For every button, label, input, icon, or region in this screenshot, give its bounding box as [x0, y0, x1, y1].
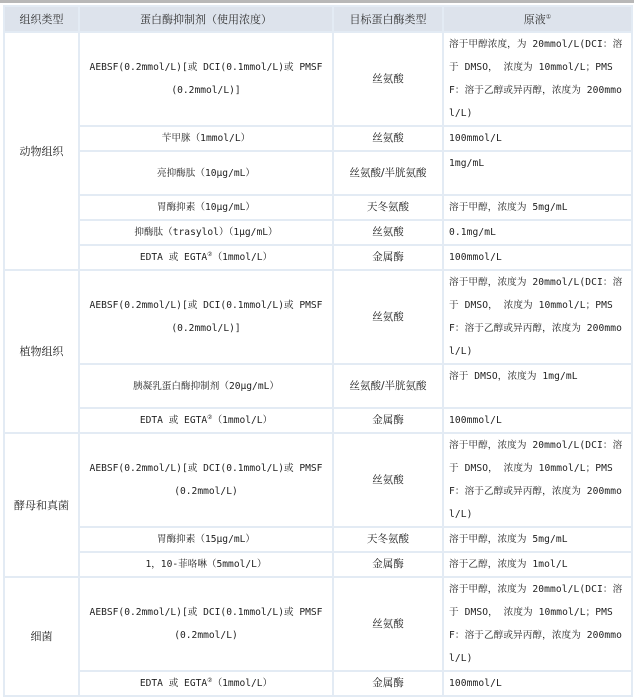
table-row [4, 195, 632, 220]
stock-cell: 0.1mg/mL [443, 220, 632, 245]
target-cell: 金属酶 [333, 671, 443, 696]
table-row [4, 527, 632, 552]
table-row [4, 151, 632, 195]
footnote-marker: ② [207, 676, 213, 684]
stock-cell: 溶于乙醇，浓度为 1mol/L [443, 552, 632, 577]
stock-cell: 溶于 DMSO，浓度为 1mg/mL [443, 364, 632, 408]
target-cell: 天冬氨酸 [333, 195, 443, 220]
protease-inhibitor-table [3, 5, 633, 697]
target-cell: 金属酶 [333, 408, 443, 433]
table-row [4, 364, 632, 408]
target-cell: 金属酶 [333, 245, 443, 270]
stock-cell: 100mmol/L [443, 126, 632, 151]
inhibitor-concentration: （1mmol/L） [212, 252, 273, 263]
target-cell: 丝氨酸/半胱氨酸 [333, 364, 443, 408]
top-divider [0, 0, 634, 3]
table-row [4, 270, 632, 364]
inhibitor-concentration: （1mmol/L） [212, 678, 273, 689]
inhibitor-cell: 胃酶抑素（15μg/mL） [79, 527, 333, 552]
table-row [4, 408, 632, 433]
stock-cell: 溶于甲醇，浓度为 20mmol/L(DCI：溶于 DMSO， 浓度为 10mmol/L；PMSF：溶于乙醇或异丙醇，浓度为 200mmol/L) [443, 270, 632, 364]
tissue-type-cell: 酵母和真菌 [4, 433, 79, 577]
inhibitor-cell [79, 408, 333, 433]
table-header-row [4, 6, 632, 32]
inhibitor-cell: AEBSF(0.2mmol/L)[或 DCI(0.1mmol/L)或 PMSF(0.2mmol/L)] [79, 32, 333, 126]
inhibitor-cell: 1，10-菲咯啉（5mmol/L） [79, 552, 333, 577]
header-tissue-type: 组织类型 [4, 6, 79, 32]
target-cell: 丝氨酸 [333, 577, 443, 671]
table-row [4, 220, 632, 245]
stock-cell: 溶于甲醇，浓度为 5mg/mL [443, 527, 632, 552]
inhibitor-cell [79, 671, 333, 696]
tissue-type-cell: 细菌 [4, 577, 79, 696]
tissue-type-cell: 植物组织 [4, 270, 79, 433]
header-stock [443, 6, 632, 32]
stock-cell: 溶于甲醇，浓度为 5mg/mL [443, 195, 632, 220]
header-target: 目标蛋白酶类型 [333, 6, 443, 32]
stock-cell: 1mg/mL [443, 151, 632, 195]
inhibitor-cell: 亮抑酶肽（10μg/mL） [79, 151, 333, 195]
target-cell: 丝氨酸 [333, 270, 443, 364]
table-row [4, 245, 632, 270]
header-inhibitor: 蛋白酶抑制剂（使用浓度） [79, 6, 333, 32]
table-row [4, 577, 632, 671]
stock-cell: 溶于甲醇浓度，为 20mmol/L(DCI：溶于 DMSO， 浓度为 10mmol/L；PMSF：溶于乙醇或异丙醇，浓度为 200mmol/L) [443, 32, 632, 126]
footnote-marker: ② [207, 413, 213, 421]
header-stock-label: 原液 [523, 12, 546, 26]
footnote-marker: ② [207, 250, 213, 258]
stock-cell: 溶于甲醇，浓度为 20mmol/L(DCI：溶于 DMSO， 浓度为 10mmol/L；PMSF：溶于乙醇或异丙醇，浓度为 200mmol/L) [443, 577, 632, 671]
inhibitor-cell: AEBSF(0.2mmol/L)[或 DCI(0.1mmol/L)或 PMSF(0.2mmol/L)] [79, 270, 333, 364]
target-cell: 丝氨酸 [333, 433, 443, 527]
target-cell: 丝氨酸 [333, 220, 443, 245]
inhibitor-cell: AEBSF(0.2mmol/L)[或 DCI(0.1mmol/L)或 PMSF(0.2mmol/L) [79, 433, 333, 527]
inhibitor-name: EDTA 或 EGTA [139, 415, 208, 426]
table-row [4, 433, 632, 527]
footnote-marker: ① [545, 12, 552, 20]
tissue-type-cell: 动物组织 [4, 32, 79, 270]
target-cell: 丝氨酸/半胱氨酸 [333, 151, 443, 195]
inhibitor-cell [79, 245, 333, 270]
inhibitor-cell: 胰凝乳蛋白酶抑制剂（20μg/mL） [79, 364, 333, 408]
table-row [4, 671, 632, 696]
target-cell: 丝氨酸 [333, 32, 443, 126]
inhibitor-name: EDTA 或 EGTA [139, 678, 208, 689]
stock-cell: 溶于甲醇，浓度为 20mmol/L(DCI：溶于 DMSO， 浓度为 10mmol/L；PMSF：溶于乙醇或异丙醇，浓度为 200mmol/L) [443, 433, 632, 527]
stock-cell: 100mmol/L [443, 408, 632, 433]
inhibitor-cell: 胃酶抑素（10μg/mL） [79, 195, 333, 220]
table-row [4, 552, 632, 577]
inhibitor-cell: AEBSF(0.2mmol/L)[或 DCI(0.1mmol/L)或 PMSF(0.2mmol/L) [79, 577, 333, 671]
target-cell: 金属酶 [333, 552, 443, 577]
table-row [4, 32, 632, 126]
table-row [4, 126, 632, 151]
inhibitor-name: EDTA 或 EGTA [139, 252, 208, 263]
inhibitor-cell: 抑酶肽（trasylol）（1μg/mL） [79, 220, 333, 245]
inhibitor-cell: 苄甲脒（1mmol/L） [79, 126, 333, 151]
stock-cell: 100mmol/L [443, 245, 632, 270]
target-cell: 天冬氨酸 [333, 527, 443, 552]
stock-cell: 100mmol/L [443, 671, 632, 696]
inhibitor-concentration: （1mmol/L） [212, 415, 273, 426]
target-cell: 丝氨酸 [333, 126, 443, 151]
